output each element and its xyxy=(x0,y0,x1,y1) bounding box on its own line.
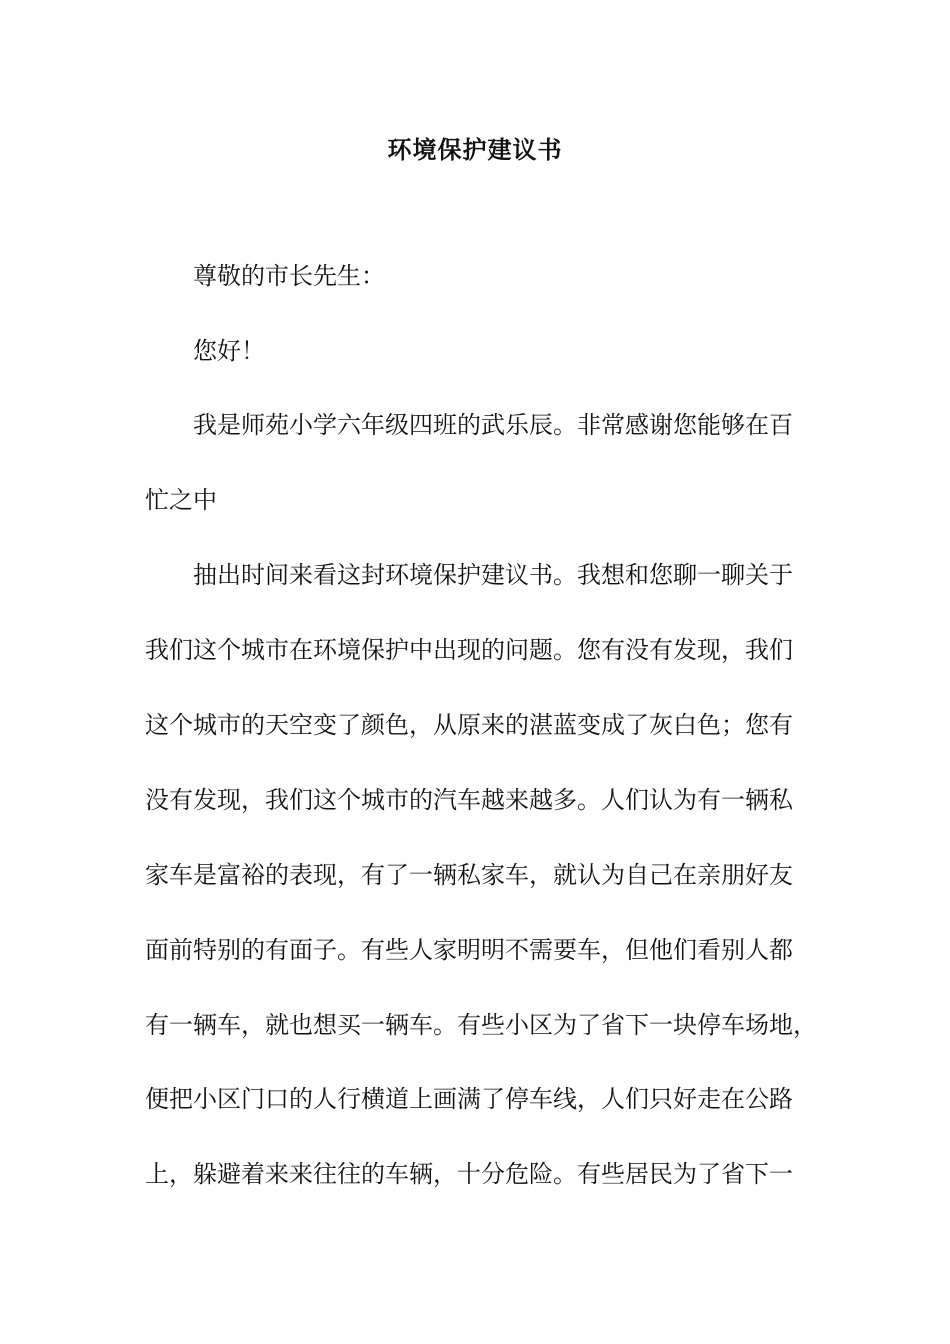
body-line: 没有发现，我们这个城市的汽车越来越多。人们认为有一辆私 xyxy=(145,786,793,814)
body-line: 这个城市的天空变了颜色，从原来的湛蓝变成了灰白色；您有 xyxy=(145,711,793,739)
body-line: 抽出时间来看这封环境保护建议书。我想和您聊一聊关于 xyxy=(193,561,793,589)
body-line: 忙之中 xyxy=(145,486,217,514)
salutation-line: 尊敬的市长先生： xyxy=(193,262,385,290)
greeting-line: 您好！ xyxy=(193,337,265,365)
body-line: 便把小区门口的人行横道上画满了停车线，人们只好走在公路 xyxy=(145,1085,793,1113)
body-line: 我是师苑小学六年级四班的武乐辰。非常感谢您能够在百 xyxy=(193,411,793,439)
body-line: 上，躲避着来来往往的车辆，十分危险。有些居民为了省下一 xyxy=(145,1160,793,1188)
body-line: 面前特别的有面子。有些人家明明不需要车，但他们看别人都 xyxy=(145,936,793,964)
body-line: 有一辆车，就也想买一辆车。有些小区为了省下一块停车场地， xyxy=(145,1011,817,1039)
document-title: 环境保护建议书 xyxy=(387,135,563,164)
body-line: 我们这个城市在环境保护中出现的问题。您有没有发现，我们 xyxy=(145,636,793,664)
body-line: 家车是富裕的表现，有了一辆私家车，就认为自己在亲朋好友 xyxy=(145,861,793,889)
